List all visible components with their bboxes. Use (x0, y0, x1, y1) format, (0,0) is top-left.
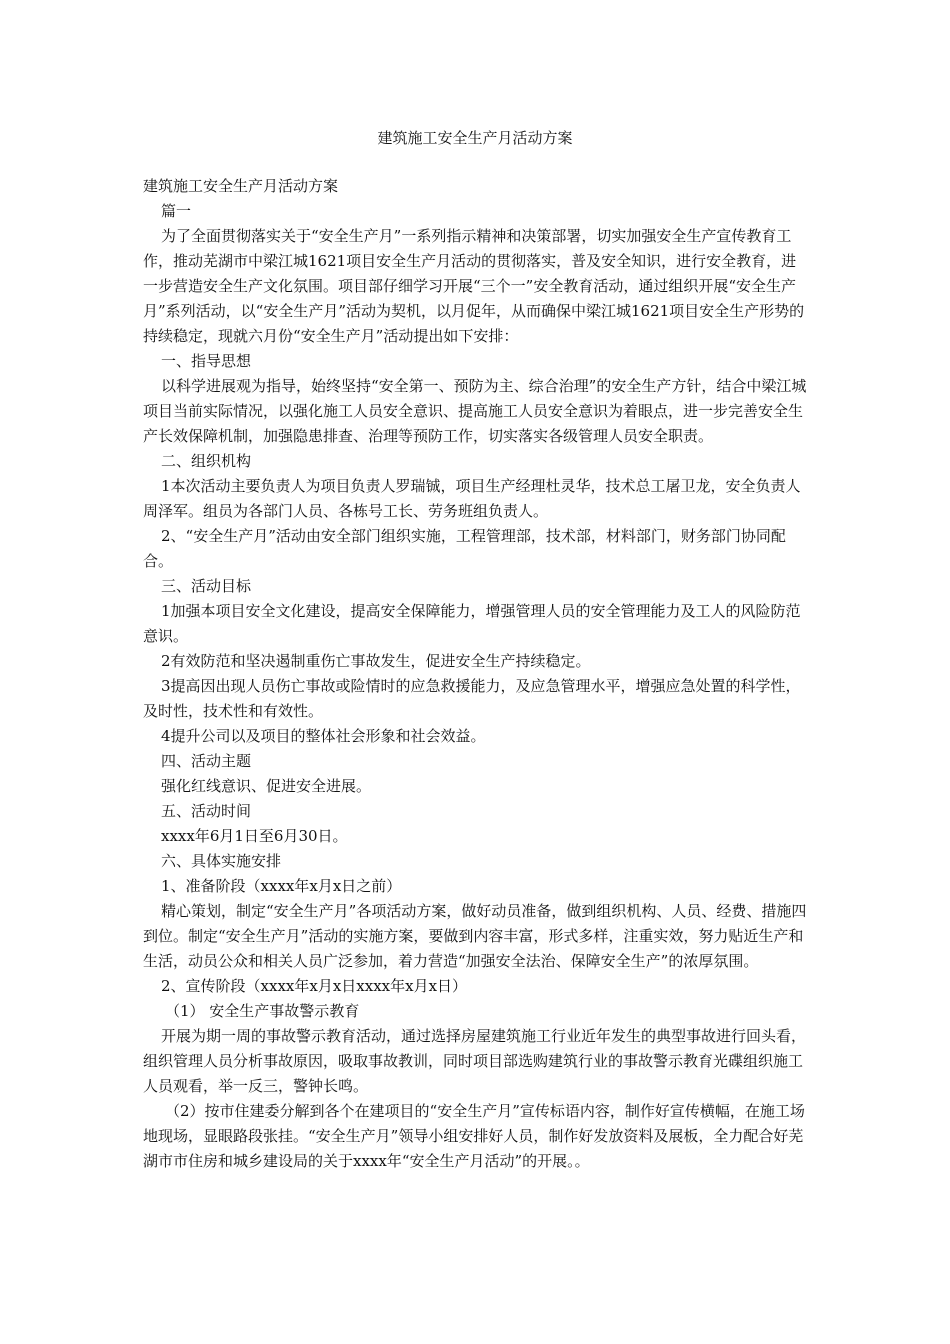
document-title: 建筑施工安全生产月活动方案 (377, 129, 573, 147)
paragraph: 4提升公司以及项目的整体社会形象和社会效益。 (161, 727, 486, 745)
paragraph: 一、指导思想 (161, 352, 252, 370)
paragraph: 为了全面贯彻落实关于“安全生产月”一系列指示精神和决策部署，切实加强安全生产宣传教育工作，推动芜湖市中梁江城1621项目安全生产月活动的贯彻落实，普及安全知识，进行安全教育，进一步营造安全生产文化氛围。项目部仔细学习开展“三个一”安全教育活动，通过组织开展“安全生产月”系列活动，以“安全生产月”活动为契机，以月促年，从而确保中梁江城1621项目安全生产形势的持续稳定，现就六月份“安全生产月”活动提出如下安排： (143, 227, 805, 345)
paragraph: 1、准备阶段（xxxx年x月x日之前） (161, 877, 402, 895)
paragraph: xxxx年6月1日至6月30日。 (161, 827, 348, 845)
paragraph: 1本次活动主要负责人为项目负责人罗瑞铖，项目生产经理杜灵华，技术总工屠卫龙，安全负责人周泽军。组员为各部门人员、各栋号工长、劳务班组负责人。 (143, 477, 801, 520)
paragraph: 强化红线意识、促进安全进展。 (161, 777, 372, 795)
paragraph: 六、具体实施安排 (161, 852, 282, 870)
paragraph: 开展为期一周的事故警示教育活动，通过选择房屋建筑施工行业近年发生的典型事故进行回头看，组织管理人员分析事故原因，吸取事故教训，同时项目部选购建筑行业的事故警示教育光碟组织施工人员观看，举一反三，警钟长鸣。 (143, 1027, 807, 1095)
paragraph: 三、活动目标 (161, 577, 252, 595)
paragraph: 1加强本项目安全文化建设，提高安全保障能力，增强管理人员的安全管理能力及工人的风险防范意识。 (143, 602, 801, 645)
document-body (143, 174, 809, 1174)
paragraph: 二、组织机构 (161, 452, 252, 470)
paragraph: 篇一 (161, 202, 192, 220)
paragraph: 建筑施工安全生产月活动方案 (143, 177, 339, 195)
paragraph: 四、活动主题 (161, 752, 252, 770)
paragraph: （1） 安全生产事故警示教育 (165, 1002, 360, 1020)
paragraph: 以科学进展观为指导，始终坚持“安全第一、预防为主、综合治理”的安全生产方针，结合中梁江城项目当前实际情况，以强化施工人员安全意识、提高施工人员安全意识为着眼点，进一步完善安全生产长效保障机制，加强隐患排查、治理等预防工作，切实落实各级管理人员安全职责。 (143, 377, 807, 445)
paragraph: 2、宣传阶段（xxxx年x月x日xxxx年x月x日） (161, 977, 468, 995)
paragraph: 精心策划，制定“安全生产月”各项活动方案，做好动员准备，做到组织机构、人员、经费、措施四到位。制定“安全生产月”活动的实施方案，要做到内容丰富，形式多样，注重实效，努力贴近生产和生活，动员公众和相关人员广泛参加，着力营造“加强安全法治、保障安全生产”的浓厚氛围。 (143, 902, 807, 970)
paragraph: 3提高因出现人员伤亡事故或险情时的应急救援能力，及应急管理水平，增强应急处置的科学性，及时性，技术性和有效性。 (143, 677, 801, 720)
paragraph: 2、“安全生产月”活动由安全部门组织实施，工程管理部，技术部，材料部门，财务部门协同配合。 (143, 527, 786, 570)
paragraph: （2）按市住建委分解到各个在建项目的“安全生产月”宣传标语内容，制作好宣传横幅，在施工场地现场，显眼路段张挂。“安全生产月”领导小组安排好人员，制作好发放资料及展板，全力配合好芜湖市市住房和城乡建设局的关于xxxx年“安全生产月活动”的开展。。 (143, 1102, 805, 1170)
paragraph: 五、活动时间 (161, 802, 252, 820)
paragraph: 2有效防范和坚决遏制重伤亡事故发生，促进安全生产持续稳定。 (161, 652, 591, 670)
